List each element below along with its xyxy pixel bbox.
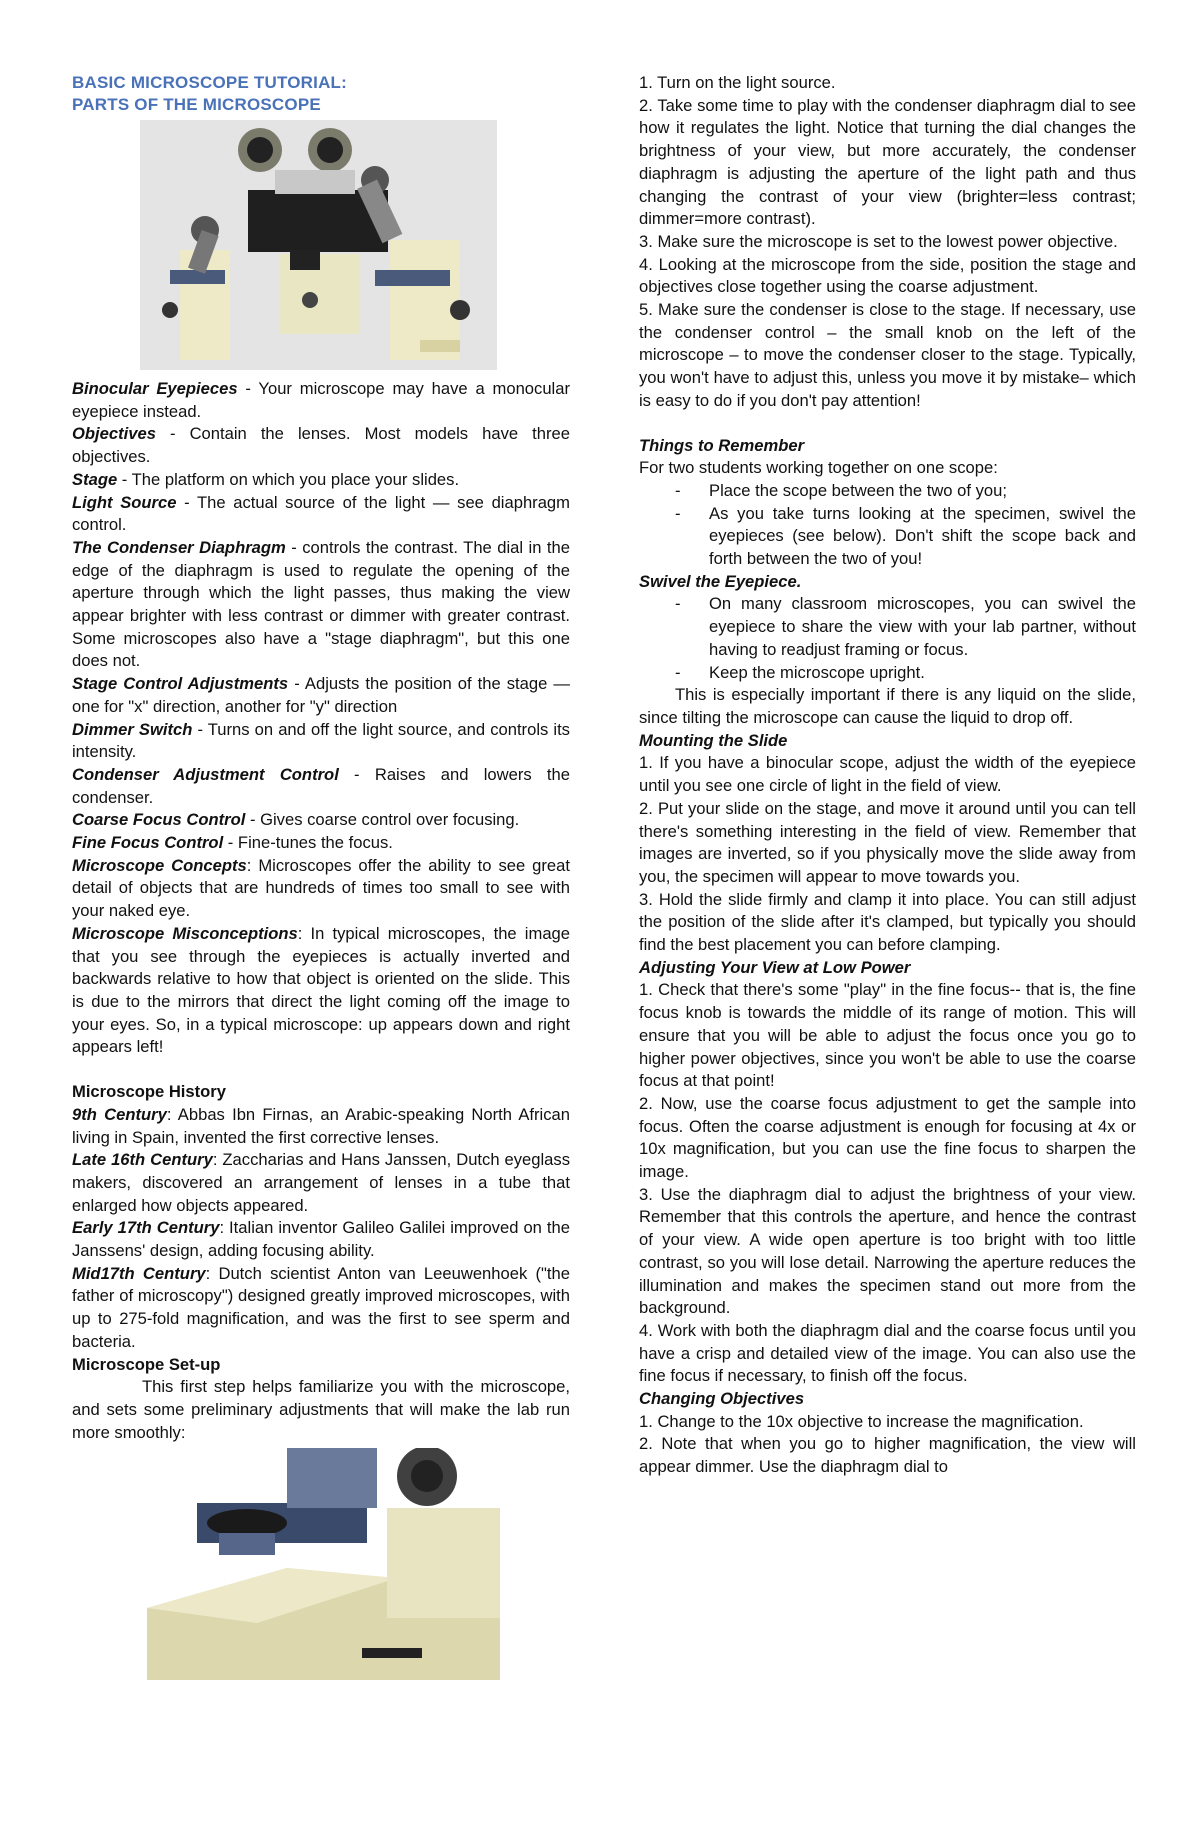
history-term: 9th Century [72, 1104, 167, 1124]
remember-intro: For two students working together on one scope: [639, 458, 998, 478]
part-desc: - Raises and lowers the condenser. [72, 764, 570, 807]
part-fine-focus [72, 832, 570, 855]
history-heading: Microscope History [72, 1082, 226, 1102]
list-item: - Place the scope between the two of you; [639, 480, 1136, 503]
document-title-line-2: PARTS OF THE MICROSCOPE [72, 95, 321, 114]
history-desc: : Abbas Ibn Firnas, an Arabic-speaking North African living in Spain, invented the first corrective lenses. [72, 1104, 570, 1147]
adjusting-step: 3. Use the diaphragm dial to adjust the brightness of your view. Remember that this controls the aperture, and hence the contrast of your view. A wide open aperture is too bright with too little contrast, so you will lose detail. Narrowing the aperture reduces the illumination and makes the specimen stand out more from the background. [639, 1184, 1136, 1318]
remember-heading: Things to Remember [639, 435, 805, 455]
adjusting-step: 4. Work with both the diaphragm dial and the coarse focus until you have a crisp and detailed view of the image. You can also use the fine focus if necessary, to finish off the focus. [639, 1320, 1136, 1386]
part-term: Coarse Focus Control [72, 810, 246, 830]
part-term: Light Source [72, 492, 177, 512]
remember-list [639, 480, 1136, 571]
part-condenser-diaphragm [72, 537, 570, 673]
changing-step: 1. Change to the 10x objective to increase the magnification. [639, 1411, 1084, 1431]
part-term: Stage Control Adjustments [72, 674, 289, 694]
setup-intro: This first step helps familiarize you with the microscope, and sets some preliminary adjustments that will make the lab run more smoothly: [72, 1377, 570, 1442]
history-term: Early 17th Century [72, 1218, 220, 1238]
part-term: Microscope Misconceptions [72, 923, 298, 943]
part-desc: - Gives coarse control over focusing. [245, 810, 520, 830]
adjusting-heading: Adjusting Your View at Low Power [639, 957, 911, 977]
swivel-note: This is especially important if there is any liquid on the slide, since tilting the microscope can cause the liquid to drop off. [639, 685, 1136, 727]
list-item: - As you take turns looking at the specimen, swivel the eyepieces (see below). Don't shift the scope back and forth between the two of you! [639, 503, 1136, 571]
part-coarse-focus [72, 809, 570, 832]
part-stage-control [72, 673, 570, 718]
list-item: - On many classroom microscopes, you can swivel the eyepiece to share the view with your lab partner, without having to readjust framing or focus. [639, 593, 1136, 661]
list-item: - Keep the microscope upright. [639, 662, 1136, 685]
part-desc: : In typical microscopes, the image that you see through the eyepieces is actually inverted and backwards relative to how that object is oriented on the slide. This is due to the mirrors that direct the light coming off the image to your eyes. So, in a typical microscope: up appears down and right appears left! [72, 923, 571, 1057]
microscope-concepts [72, 855, 570, 923]
part-desc: - Fine-tunes the focus. [223, 833, 393, 853]
document-title-line-1: BASIC MICROSCOPE TUTORIAL: [72, 73, 348, 92]
adjusting-step: 2. Now, use the coarse focus adjustment to get the sample into focus. Often the coarse adjustment is enough for focusing at 4x or 10x magnification, but you can use the fine focus to sharpen the image. [639, 1093, 1136, 1182]
part-binocular-eyepieces [72, 378, 570, 423]
setup-step: 2. Take some time to play with the condenser diaphragm dial to see how it regulates the light. Notice that turning the dial changes the brightness of your view, but more accurately, the condenser diaphragm is adjusting the aperture of the light path and thus changing the contrast of your view (brighter=less contrast; dimmer=more contrast). [639, 95, 1136, 229]
history-term: Mid17th Century [72, 1263, 206, 1283]
part-objectives [72, 423, 570, 468]
history-item [72, 1149, 570, 1217]
setup-heading: Microscope Set-up [72, 1354, 221, 1374]
part-desc: - Your microscope may have a monocular eyepiece instead. [72, 379, 570, 421]
changing-step: 2. Note that when you go to higher magnification, the view will appear dimmer. Use the diaphragm dial to [639, 1434, 1136, 1477]
part-desc: - The platform on which you place your slides. [117, 469, 460, 489]
history-item [72, 1263, 570, 1354]
microscope-closeup-illustration [137, 1448, 500, 1680]
part-desc: - Contain the lenses. Most models have three objectives. [72, 424, 570, 467]
history-item [72, 1104, 570, 1149]
adjusting-step: 1. Check that there's some "play" in the fine focus-- that is, the fine focus knob is towards the middle of its range of motion. This will ensure that you will be able to adjust the focus once you go to higher power objectives, since you won't be able to use the coarse focus at that point! [639, 980, 1136, 1091]
microscopes-illustration [140, 120, 497, 370]
changing-heading: Changing Objectives [639, 1389, 805, 1409]
part-desc: - Turns on and off the light source, and controls its intensity. [72, 719, 570, 762]
swivel-list [639, 593, 1136, 684]
history-desc: : Zaccharias and Hans Janssen, Dutch eyeglass makers, discovered an arrangement of lenses in a tube that enlarged how objects appeared. [72, 1150, 570, 1215]
part-desc: - controls the contrast. The dial in the edge of the diaphragm is used to regulate the opening of the aperture through which the light passes, thus making the view appear brighter with less contrast or dimmer with greater contrast. Some microscopes also have a "stage diaphragm", but this one does not. [72, 537, 570, 671]
mounting-heading: Mounting the Slide [639, 730, 788, 750]
part-dimmer-switch [72, 719, 570, 764]
part-desc: - The actual source of the light — see diaphragm control. [72, 492, 570, 535]
part-term: The Condenser Diaphragm [72, 537, 286, 557]
part-term: Dimmer Switch [72, 719, 193, 739]
part-light-source [72, 492, 570, 537]
part-condenser-adjustment [72, 764, 570, 809]
part-term: Objectives [72, 424, 156, 444]
history-term: Late 16th Century [72, 1150, 213, 1170]
part-term: Fine Focus Control [72, 833, 224, 853]
setup-step: 3. Make sure the microscope is set to the lowest power objective. [639, 231, 1118, 251]
mounting-step: 2. Put your slide on the stage, and move it around until you can tell there's something interesting in the field of view. Remember that images are inverted, so if you physically move the slide away from you, the specimen will appear to move towards you. [639, 798, 1136, 886]
history-desc: : Dutch scientist Anton van Leeuwenhoek ("the father of microscopy") designed greatly improved microscopes, with up to 275-fold magnification, and was the first to see sperm and bacteria. [72, 1263, 570, 1351]
history-item [72, 1217, 570, 1262]
part-term: Binocular Eyepieces [72, 379, 238, 398]
part-term: Stage [72, 469, 118, 489]
part-desc: - Adjusts the position of the stage — one for "x" direction, another for "y" direction [72, 674, 570, 716]
swivel-heading: Swivel the Eyepiece. [639, 571, 802, 591]
microscope-misconceptions [72, 923, 570, 1059]
part-desc: : Microscopes offer the ability to see great detail of objects that are hundreds of times too small to see with your naked eye. [72, 855, 570, 921]
part-term: Microscope Concepts [72, 855, 247, 875]
part-stage [72, 469, 570, 492]
left-column [72, 72, 570, 1688]
right-column [639, 72, 1136, 1479]
part-term: Condenser Adjustment Control [72, 764, 339, 784]
mounting-step: 3. Hold the slide firmly and clamp it into place. You can still adjust the position of the slide after it's clamped, but typically you should find the best placement you can before clamping. [639, 889, 1136, 955]
setup-step: 4. Looking at the microscope from the side, position the stage and objectives close together using the coarse adjustment. [639, 254, 1136, 297]
history-desc: : Italian inventor Galileo Galilei improved on the Janssens' design, adding focusing ability. [72, 1218, 570, 1261]
setup-step: 1. Turn on the light source. [639, 73, 836, 92]
setup-step: 5. Make sure the condenser is close to the stage. If necessary, use the condenser control – the small knob on the left of the microscope – to move the condenser closer to the stage. Typically, you won't have to adjust this, unless you move it by mistake– which is easy to do if you don't pay attention! [639, 300, 1136, 410]
mounting-step: 1. If you have a binocular scope, adjust the width of the eyepiece until you see one circle of light in the field of view. [639, 753, 1136, 796]
